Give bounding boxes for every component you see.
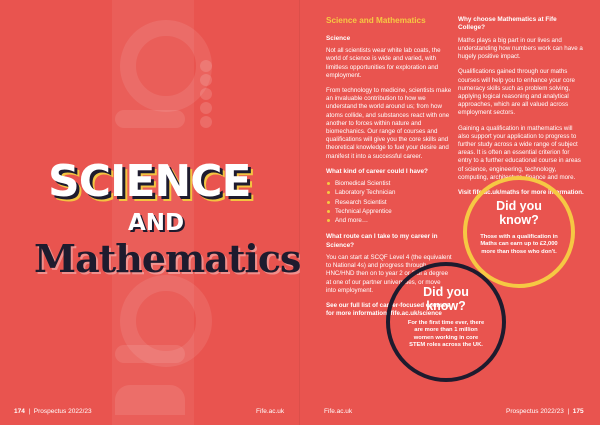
- page-number-right: 175: [572, 408, 584, 415]
- careers-list: [326, 180, 452, 225]
- did-you-know-callout-stem: [386, 262, 506, 382]
- list-item: Research Scientist: [326, 199, 452, 207]
- watermark-bar-bottom: [115, 345, 185, 363]
- see-full-list-link[interactable]: See our full list of career-focused courses for more information: fife.ac.uk/science: [326, 301, 450, 318]
- list-item: Technical Apprentice: [326, 208, 452, 216]
- page-number-left: 174: [14, 408, 25, 415]
- list-item: And more…: [326, 217, 452, 225]
- list-item: Laboratory Technician: [326, 189, 452, 197]
- why-para-3: Gaining a qualification in mathematics will also support your application to progress to further study across a wide range of subject areas. It is often an essential criterion for entry to a further educational course in areas of science, engineering, technology, computing, architecture, finance and more.: [458, 124, 581, 181]
- why-para-1: Maths plays a big part in our lives and understanding how numbers work can have a hugely positive impact.: [458, 36, 583, 61]
- why-para-2: Qualifications gained through our maths courses will help you to enhance your core numeracy skills such as problem solving, applying logical reasoning and analytical approaches, which are all valued across employment sectors.: [458, 68, 575, 117]
- careers-heading: What kind of career could I have?: [326, 167, 428, 175]
- science-para-1: Not all scientists wear white lab coats, the world of science is wide and varied, with limitless opportunities for exploration and employment.: [326, 47, 441, 79]
- right-footer-site[interactable]: Fife.ac.uk: [324, 408, 353, 415]
- visit-maths-link[interactable]: Visit fife.ac.uk/maths for more information.: [458, 188, 584, 196]
- why-maths-heading: Why choose Mathematics at Fife College?: [458, 16, 557, 32]
- callout-title-line2: know?: [499, 212, 539, 227]
- watermark-ring-top: [120, 20, 212, 112]
- callout-title: [390, 286, 502, 314]
- callout-text: For the first time ever, there are more than 1 million women working in core STEM roles across the UK.: [407, 319, 485, 349]
- science-subtitle: Science: [326, 34, 351, 42]
- decorative-dots: [200, 58, 212, 130]
- title-mathematics: Mathematics: [34, 236, 300, 281]
- callout-title-line1: Did you: [496, 199, 542, 213]
- did-you-know-callout-maths: [463, 176, 575, 288]
- callout-text: Those with a qualification in Maths can earn up to £2,000 more than those who don't.: [480, 233, 558, 255]
- route-para: You can start at SCQF Level 4 (the equivalent to National 4s) and progress through HNC/HND then on to year 2 or 3 of a degree at one of our partner universities, or move into employment.: [326, 254, 452, 294]
- right-footer: Prospectus 2022/23 | 175: [506, 408, 584, 415]
- watermark-bar-top: [115, 110, 185, 128]
- callout-title: [467, 200, 571, 228]
- science-para-2: From technology to medicine, scientists make an invaluable contribution to how we understand the world around us; from how atoms collide, and substances react with one another to forces within nature and biomechanics. Our range of courses and qualifications will give you the core skills and theoretical knowledge to fuel your desire and manifest it into a successful career.: [326, 87, 452, 160]
- publication-right: Prospectus 2022/23: [506, 408, 564, 415]
- route-heading: What route can I take to my career in Science?: [326, 233, 438, 249]
- list-item: Biomedical Scientist: [326, 180, 452, 188]
- title-and: AND: [128, 210, 185, 236]
- callout-title-line1: Did you: [423, 285, 469, 299]
- left-footer-site[interactable]: Fife.ac.uk: [256, 408, 285, 415]
- callout-title-line2: know?: [426, 298, 466, 313]
- left-footer: 174 | Prospectus 2022/23: [14, 408, 92, 415]
- watermark-arch: [115, 385, 185, 415]
- right-page: [300, 0, 600, 425]
- title-science: SCIENCE: [48, 156, 251, 207]
- section-title: Science and Mathematics: [326, 16, 426, 25]
- publication-left: Prospectus 2022/23: [33, 408, 92, 415]
